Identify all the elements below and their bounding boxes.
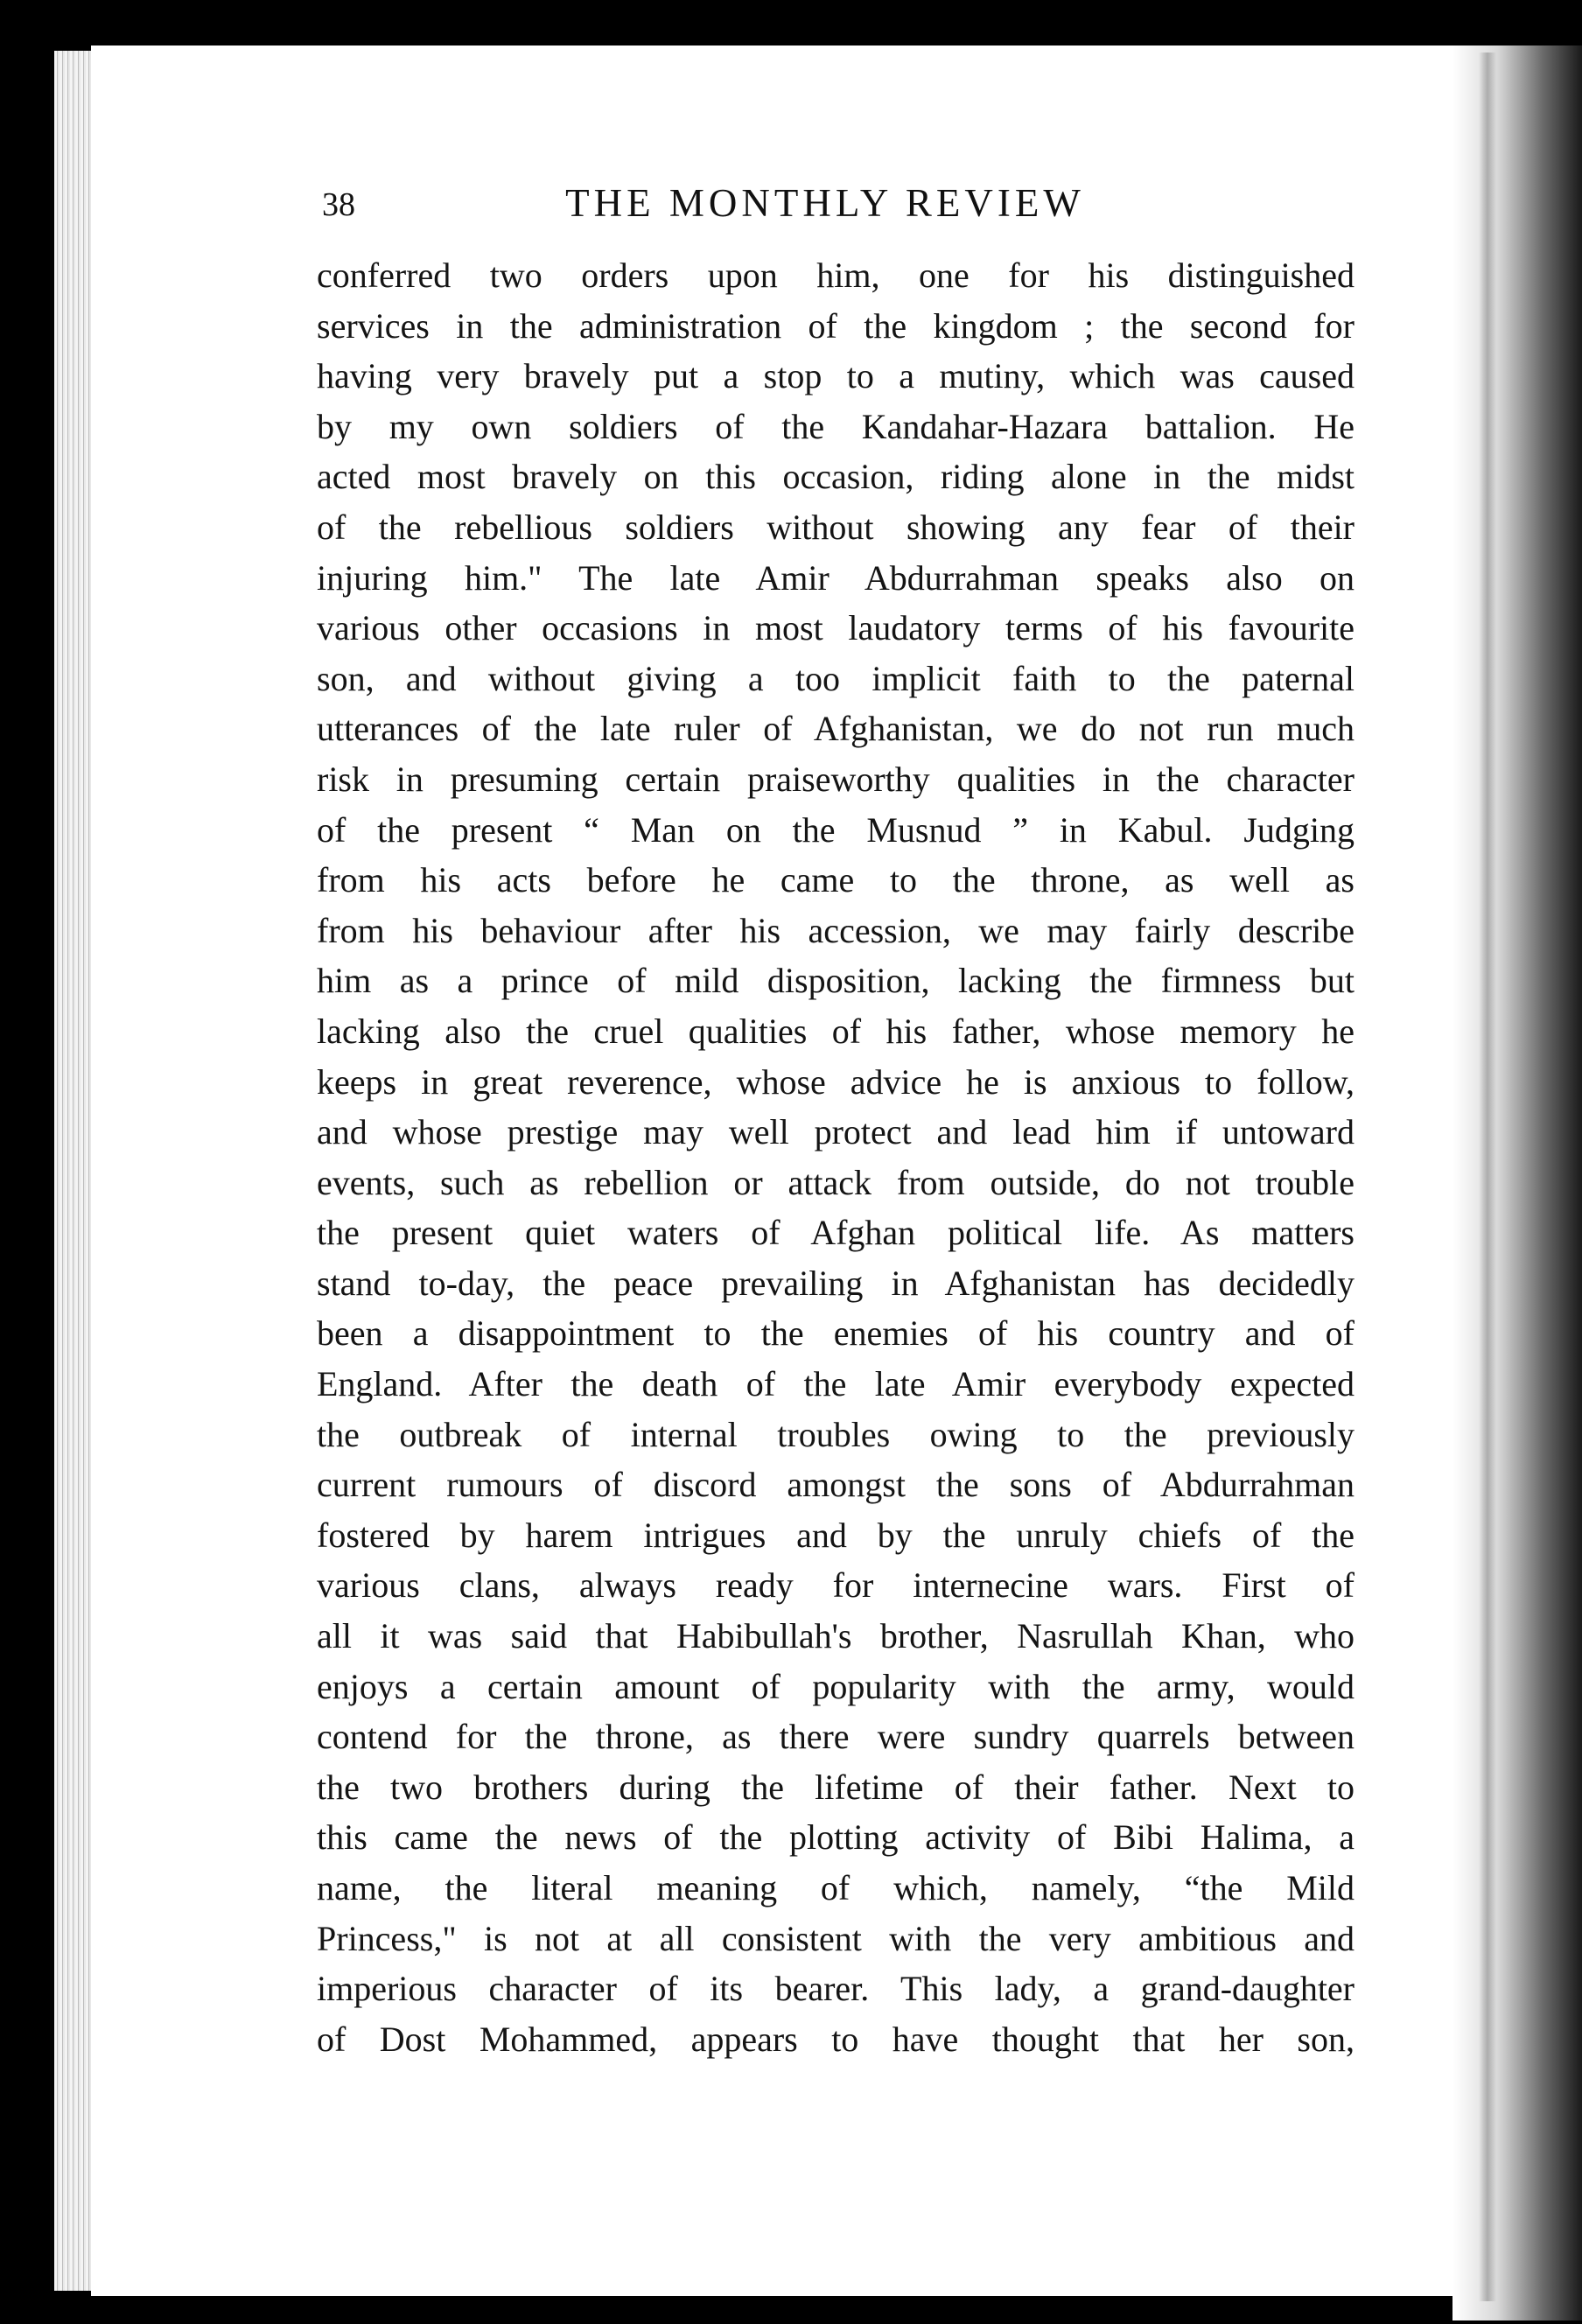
- text-line: England. After the death of the late Amir everybody expected: [317, 1364, 1354, 1404]
- text-line: fostered by harem intrigues and by the unruly chiefs of the: [317, 1515, 1354, 1555]
- text-line: and whose prestige may well protect and lead him if untoward: [317, 1112, 1354, 1152]
- text-line: from his acts before he came to the throne, as well as: [317, 860, 1354, 900]
- text-line: of the rebellious soldiers without showing any fear of their: [317, 507, 1354, 547]
- text-line: been a disappointment to the enemies of his country and of: [317, 1313, 1354, 1354]
- text-line: son, and without giving a too implicit faith to the paternal: [317, 658, 1354, 698]
- text-line: stand to-day, the peace prevailing in Afghanistan has decidedly: [317, 1263, 1354, 1303]
- text-line: enjoys a certain amount of popularity with the army, would: [317, 1666, 1354, 1706]
- running-head: [322, 180, 1328, 233]
- gutter-shadow: [1452, 46, 1582, 2320]
- text-line: the two brothers during the lifetime of their father. Next to: [317, 1767, 1354, 1807]
- text-line: the outbreak of internal troubles owing to the previously: [317, 1414, 1354, 1454]
- text-line: various other occasions in most laudatory terms of his favourite: [317, 608, 1354, 648]
- text-line: current rumours of discord amongst the sons of Abdurrahman: [317, 1465, 1354, 1505]
- text-line: acted most bravely on this occasion, riding alone in the midst: [317, 457, 1354, 497]
- text-line: services in the administration of the kingdom ; the second for: [317, 305, 1354, 346]
- body-text: [317, 250, 1354, 2064]
- text-line: having very bravely put a stop to a mutiny, which was caused: [317, 356, 1354, 396]
- gutter-edge: [1479, 52, 1496, 2301]
- text-line: imperious character of its bearer. This lady, a grand-daughter: [317, 1969, 1354, 2009]
- text-line: risk in presuming certain praiseworthy qualities in the character: [317, 759, 1354, 799]
- text-line: the present quiet waters of Afghan political life. As matters: [317, 1213, 1354, 1253]
- text-line: conferred two orders upon him, one for his distinguished: [317, 256, 1354, 295]
- text-line: utterances of the late ruler of Afghanistan, we do not run much: [317, 709, 1354, 749]
- text-line: Princess," is not at all consistent with the very ambitious and: [317, 1918, 1354, 1958]
- text-line: events, such as rebellion or attack from outside, do not trouble: [317, 1162, 1354, 1202]
- text-line: all it was said that Habibullah's brother, Nasrullah Khan, who: [317, 1616, 1354, 1656]
- text-line: contend for the throne, as there were sundry quarrels between: [317, 1717, 1354, 1757]
- text-line: of the present “ Man on the Musnud ” in Kabul. Judging: [317, 809, 1354, 850]
- page-number: 38: [322, 186, 355, 223]
- text-line: keeps in great reverence, whose advice he is anxious to follow,: [317, 1061, 1354, 1102]
- text-line: of Dost Mohammed, appears to have thought that her son,: [317, 2019, 1354, 2059]
- text-line: various clans, always ready for internecine wars. First of: [317, 1565, 1354, 1606]
- text-line: this came the news of the plotting activity of Bibi Halima, a: [317, 1817, 1354, 1858]
- text-line: lacking also the cruel qualities of his father, whose memory he: [317, 1011, 1354, 1051]
- text-line: him as a prince of mild disposition, lacking the firmness but: [317, 961, 1354, 1001]
- text-line: injuring him." The late Amir Abdurrahman speaks also on: [317, 557, 1354, 598]
- text-line: by my own soldiers of the Kandahar-Hazara battalion. He: [317, 406, 1354, 446]
- text-line: name, the literal meaning of which, namely, “the Mild: [317, 1868, 1354, 1908]
- journal-title: THE MONTHLY REVIEW: [565, 181, 1085, 225]
- text-line: from his behaviour after his accession, we may fairly describe: [317, 910, 1354, 950]
